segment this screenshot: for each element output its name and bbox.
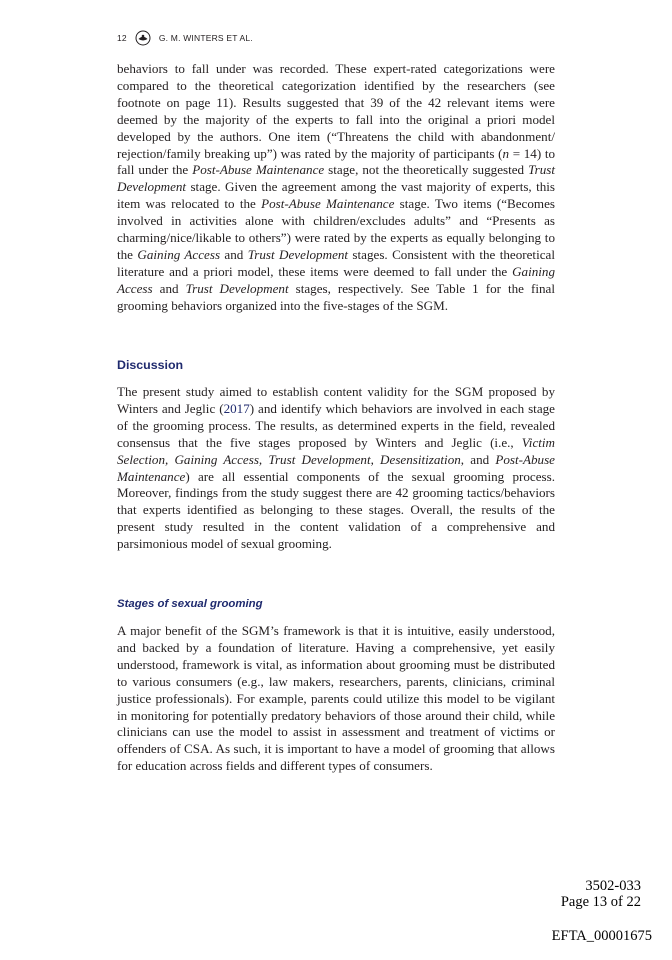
footer-doc-ref: 3502-033 — [585, 878, 641, 894]
text-run: , and — [460, 451, 496, 467]
subsection-heading-stages: Stages of sexual grooming — [117, 598, 263, 610]
italic-term: Trust Development — [247, 246, 349, 262]
running-head-authors: G. M. WINTERS ET AL. — [158, 33, 253, 43]
text-run: stage. Two items (“Becomes involved in activities alone with children/excludes adults” and “Presents as charming/nice/likable to others”) were rated by the experts as equally belonging to the — [117, 196, 556, 262]
footer-page-count: Page 13 of 22 — [560, 894, 641, 910]
text-run: behaviors to fall under was recorded. These expert-rated categorizations were compared to the theoretical categorization identified by the researchers (see footnote on page 11). Results suggested that 39 of the 42 relevant items were deemed by the majority of the experts to fall into the original a priori model developed by the authors. One item (“Threatens the child with abandonment/ rejection/family breaking up”) was rated by the majority of participants ( — [117, 61, 555, 161]
italic-term: Victim Selection, Gaining Access, Trust Development, Desensitization — [117, 434, 555, 467]
page-number: 12 — [117, 33, 127, 43]
running-head — [117, 30, 253, 46]
italic-term: Post-Abuse Maintenance — [117, 451, 555, 484]
text-run: ) are all essential components of the sexual grooming process. Moreover, findings from the study suggest there are 42 grooming tactics/behaviors that experts identified as belonging to these stages. Overall, the results of the present study resulted in the content validation of a comprehensive and parsimonious model of sexual grooming. — [117, 468, 555, 552]
italic-term: Post-Abuse Maintenance — [261, 196, 395, 212]
italic-term: Trust Development — [185, 280, 289, 296]
italic-term: Trust Development — [117, 162, 556, 195]
text-run: stage, not the theoretically suggested — [324, 162, 529, 178]
text-run: stages. Consistent with the theoretical literature and a priori model, these items were deemed to fall under the — [117, 246, 555, 279]
body-paragraph-results — [117, 61, 555, 315]
text-run: and — [220, 246, 248, 262]
text-run: stages, respectively. See Table 1 for the final grooming behaviors organized into the five-stages of the SGM. — [117, 280, 555, 313]
footer-efta-id: EFTA_00001675 — [551, 928, 652, 944]
text-run: = 14) to fall under the — [117, 145, 556, 178]
text-run: ) and identify which behaviors are involved in each stage of the grooming process. The results, as determined experts in the field, revealed consensus that the five stages proposed by Winters and Jeglic (i.e., — [117, 400, 555, 450]
italic-term: Gaining Access — [137, 246, 221, 262]
body-paragraph-discussion — [117, 384, 555, 553]
italic-term: Gaining Access — [117, 263, 555, 296]
text-run: stage. Given the agreement among the vast majority of experts, this item was relocated to the — [117, 179, 555, 212]
text-run: The present study aimed to establish content validity for the SGM proposed by Winters and Jeglic ( — [117, 384, 555, 416]
body-paragraph-stages — [117, 623, 555, 775]
journal-logo-icon — [135, 30, 151, 46]
italic-term: n — [502, 145, 510, 161]
section-heading-discussion: Discussion — [117, 358, 184, 372]
text-run: A major benefit of the SGM’s framework is that it is intuitive, easily understood, and backed by a foundation of literature. Having a comprehensive, yet easily understood, framework is vital, as information about grooming must be distributed to various consumers (e.g., law makers, researchers, parents, clinicians, criminal justice professionals). For example, parents could utilize this model to be vigilant in monitoring for potentially predatory behaviors of those around their child, while clinicians can use the model to assist in assessment and treatment of victims or offenders of CSA. As such, it is important to have a model of grooming that allows for education across fields and different types of consumers. — [117, 623, 555, 774]
text-run: and — [152, 280, 186, 296]
citation-link[interactable]: 2017 — [223, 400, 250, 416]
italic-term: Post-Abuse Maintenance — [192, 162, 325, 178]
